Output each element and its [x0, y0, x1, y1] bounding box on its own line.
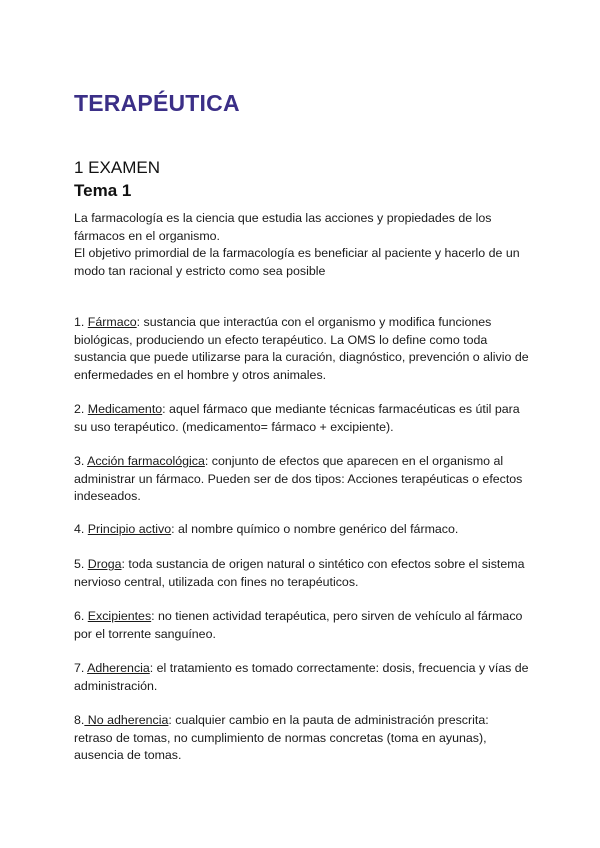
- intro-line-1: La farmacología es la ciencia que estudia las acciones y propiedades de los fármacos en el organismo.: [74, 211, 492, 243]
- item-text: : sustancia que interactúa con el organismo y modifica funciones biológicas, produciendo un efecto terapéutico. La OMS lo define como toda sustancia que puede utilizarse para la curación, diagnóstico, prevención o alivio de enfermedades en el hombre y otros animales.: [74, 315, 529, 382]
- item-number: 2.: [74, 402, 88, 416]
- item-text: : el tratamiento es tomado correctamente: dosis, frecuencia y vías de administración.: [74, 661, 529, 693]
- intro-paragraph: [74, 210, 530, 280]
- definition-item-1: [74, 314, 530, 384]
- item-text: : cualquier cambio en la pauta de administración prescrita: retraso de tomas, no cumplimiento de normas concretas (toma en ayunas), ausencia de tomas.: [74, 713, 489, 762]
- definition-item-8: [74, 712, 530, 765]
- item-text: : no tienen actividad terapéutica, pero sirven de vehículo al fármaco por el torrente sanguíneo.: [74, 609, 523, 641]
- definition-item-4: [74, 521, 530, 539]
- definition-item-6: [74, 608, 530, 643]
- definition-item-5: [74, 556, 530, 591]
- item-number: 8.: [74, 713, 85, 727]
- intro-line-2: El objetivo primordial de la farmacología es beneficiar al paciente y hacerlo de un modo tan racional y estricto como sea posible: [74, 246, 520, 278]
- item-text: : conjunto de efectos que aparecen en el organismo al administrar un fármaco. Pueden ser de dos tipos: Acciones terapéuticas o efectos indeseados.: [74, 454, 523, 503]
- item-number: 7.: [74, 661, 88, 675]
- item-term: Principio activo: [87, 522, 172, 536]
- item-term: Medicamento: [87, 402, 163, 416]
- item-number: 3.: [74, 454, 88, 468]
- definition-item-3: [74, 453, 530, 506]
- item-term: Excipientes: [87, 609, 152, 623]
- document-title: TERAPÉUTICA: [74, 90, 240, 116]
- topic-heading: Tema 1: [74, 181, 132, 200]
- item-text: : toda sustancia de origen natural o sintético con efectos sobre el sistema nervioso central, utilizada con fines no terapéuticos.: [74, 557, 525, 589]
- definition-item-2: [74, 401, 530, 436]
- item-term: Fármaco: [87, 315, 137, 329]
- item-term: Adherencia: [87, 661, 150, 675]
- item-term: Acción farmacológica: [87, 454, 205, 468]
- item-text: : aquel fármaco que mediante técnicas farmacéuticas es útil para su uso terapéutico. (medicamento= fármaco + excipiente).: [74, 402, 520, 434]
- item-number: 4.: [74, 522, 88, 536]
- item-text: : al nombre químico o nombre genérico del fármaco.: [171, 522, 459, 536]
- definition-item-7: [74, 660, 530, 695]
- item-number: 1.: [74, 315, 88, 329]
- exam-heading: 1 EXAMEN: [74, 158, 160, 177]
- item-number: 5.: [74, 557, 88, 571]
- item-term: Droga: [87, 557, 122, 571]
- item-number: 6.: [74, 609, 88, 623]
- item-term: No adherencia: [84, 713, 169, 727]
